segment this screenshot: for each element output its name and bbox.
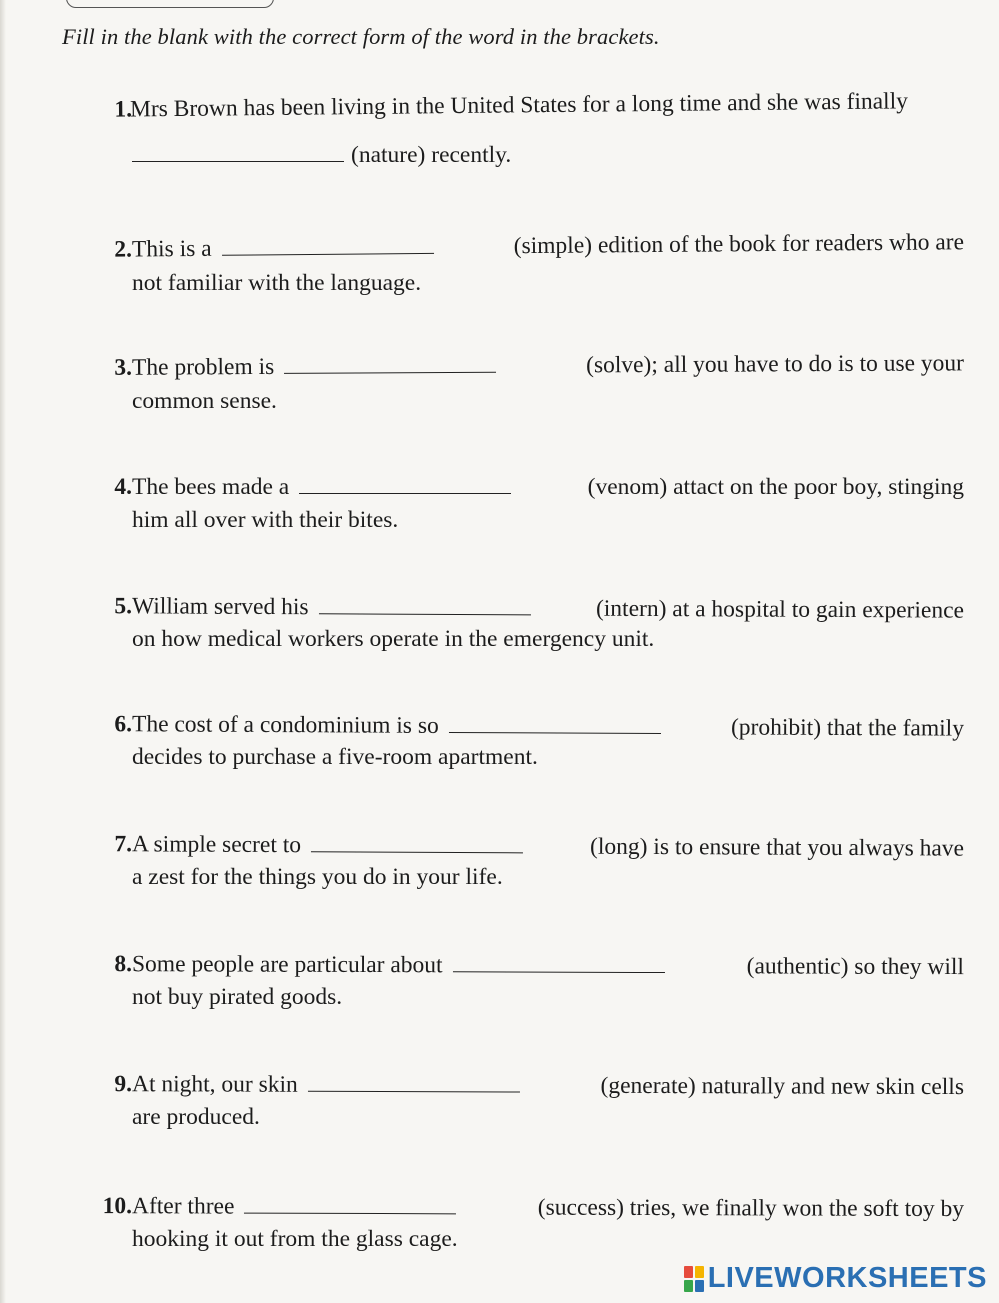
- question-number: 2.: [114, 236, 133, 263]
- question-text: (nature) recently.: [351, 142, 512, 168]
- question-text: (solve); all you have to do is to use your: [586, 350, 965, 379]
- question-text: A simple secret to: [131, 831, 302, 859]
- answer-blank[interactable]: [453, 970, 665, 973]
- question-text: not buy pirated goods.: [132, 984, 343, 1010]
- question-3: [78, 352, 964, 418]
- question-number: 6.: [114, 711, 133, 738]
- question-text: (intern) at a hospital to gain experience: [595, 595, 965, 624]
- answer-blank[interactable]: [319, 612, 531, 615]
- answer-blank[interactable]: [308, 1090, 520, 1093]
- question-text: William served his: [131, 593, 309, 621]
- question-text: (prohibit) that the family: [730, 714, 965, 742]
- question-text: decides to purchase a five-room apartment.: [132, 744, 538, 770]
- question-text: not familiar with the language.: [132, 270, 422, 296]
- answer-blank[interactable]: [284, 371, 496, 374]
- question-number: 8.: [114, 951, 133, 978]
- question-text: hooking it out from the glass cage.: [132, 1226, 458, 1252]
- question-text: a zest for the things you do in your life.: [132, 864, 503, 890]
- section-tab-decoration: [66, 0, 274, 8]
- question-number: 5.: [114, 593, 133, 620]
- liveworksheets-logo-icon: [684, 1266, 704, 1292]
- question-10: [78, 1190, 964, 1256]
- question-number: 7.: [114, 831, 133, 858]
- answer-blank[interactable]: [449, 731, 661, 734]
- question-number: 10.: [102, 1193, 133, 1220]
- question-7: [78, 828, 964, 894]
- question-2: [78, 229, 965, 300]
- liveworksheets-logo: [684, 1262, 987, 1295]
- answer-blank[interactable]: [244, 1212, 456, 1215]
- question-text: (long) is to ensure that you always have: [589, 833, 965, 862]
- question-text: on how medical workers operate in the emergency unit.: [132, 626, 655, 652]
- question-number: 9.: [114, 1071, 133, 1098]
- question-6: [78, 708, 964, 774]
- question-text: The cost of a condominium is so: [131, 711, 439, 739]
- question-text: Some people are particular about: [131, 951, 443, 979]
- question-text: (authentic) so they will: [746, 953, 965, 981]
- instruction-text: Fill in the blank with the correct form of the word in the brackets.: [62, 24, 660, 49]
- question-text: are produced.: [132, 1104, 260, 1130]
- question-text: (success) tries, we finally won the soft toy by: [537, 1194, 965, 1223]
- question-text: (generate) naturally and new skin cells: [600, 1072, 965, 1101]
- question-text: common sense.: [132, 388, 277, 414]
- question-text: Mrs Brown has been living in the United States for a long time and she was finally: [129, 88, 909, 123]
- question-5: [78, 590, 964, 656]
- question-text: This is a: [131, 235, 212, 263]
- answer-blank[interactable]: [299, 492, 511, 494]
- question-text: The problem is: [131, 353, 275, 381]
- answer-blank[interactable]: [311, 850, 523, 853]
- question-number: 1.: [114, 96, 133, 123]
- question-4: [78, 471, 964, 537]
- question-text: After three: [131, 1193, 235, 1220]
- question-number: 3.: [114, 354, 133, 381]
- page-edge-shadow: [0, 0, 6, 1303]
- answer-blank[interactable]: [222, 252, 434, 256]
- question-text: (venom) attact on the poor boy, stinging: [587, 474, 964, 500]
- question-text: The bees made a: [132, 474, 290, 500]
- question-text: At night, our skin: [131, 1071, 298, 1098]
- question-1: [78, 88, 964, 172]
- question-text: him all over with their bites.: [132, 507, 399, 533]
- question-8: [78, 948, 964, 1014]
- answer-blank[interactable]: [132, 160, 344, 162]
- question-number: 4.: [114, 474, 132, 500]
- question-9: [78, 1068, 964, 1134]
- logo-text: LIVEWORKSHEETS: [707, 1262, 987, 1294]
- question-text: (simple) edition of the book for readers who are: [513, 229, 965, 260]
